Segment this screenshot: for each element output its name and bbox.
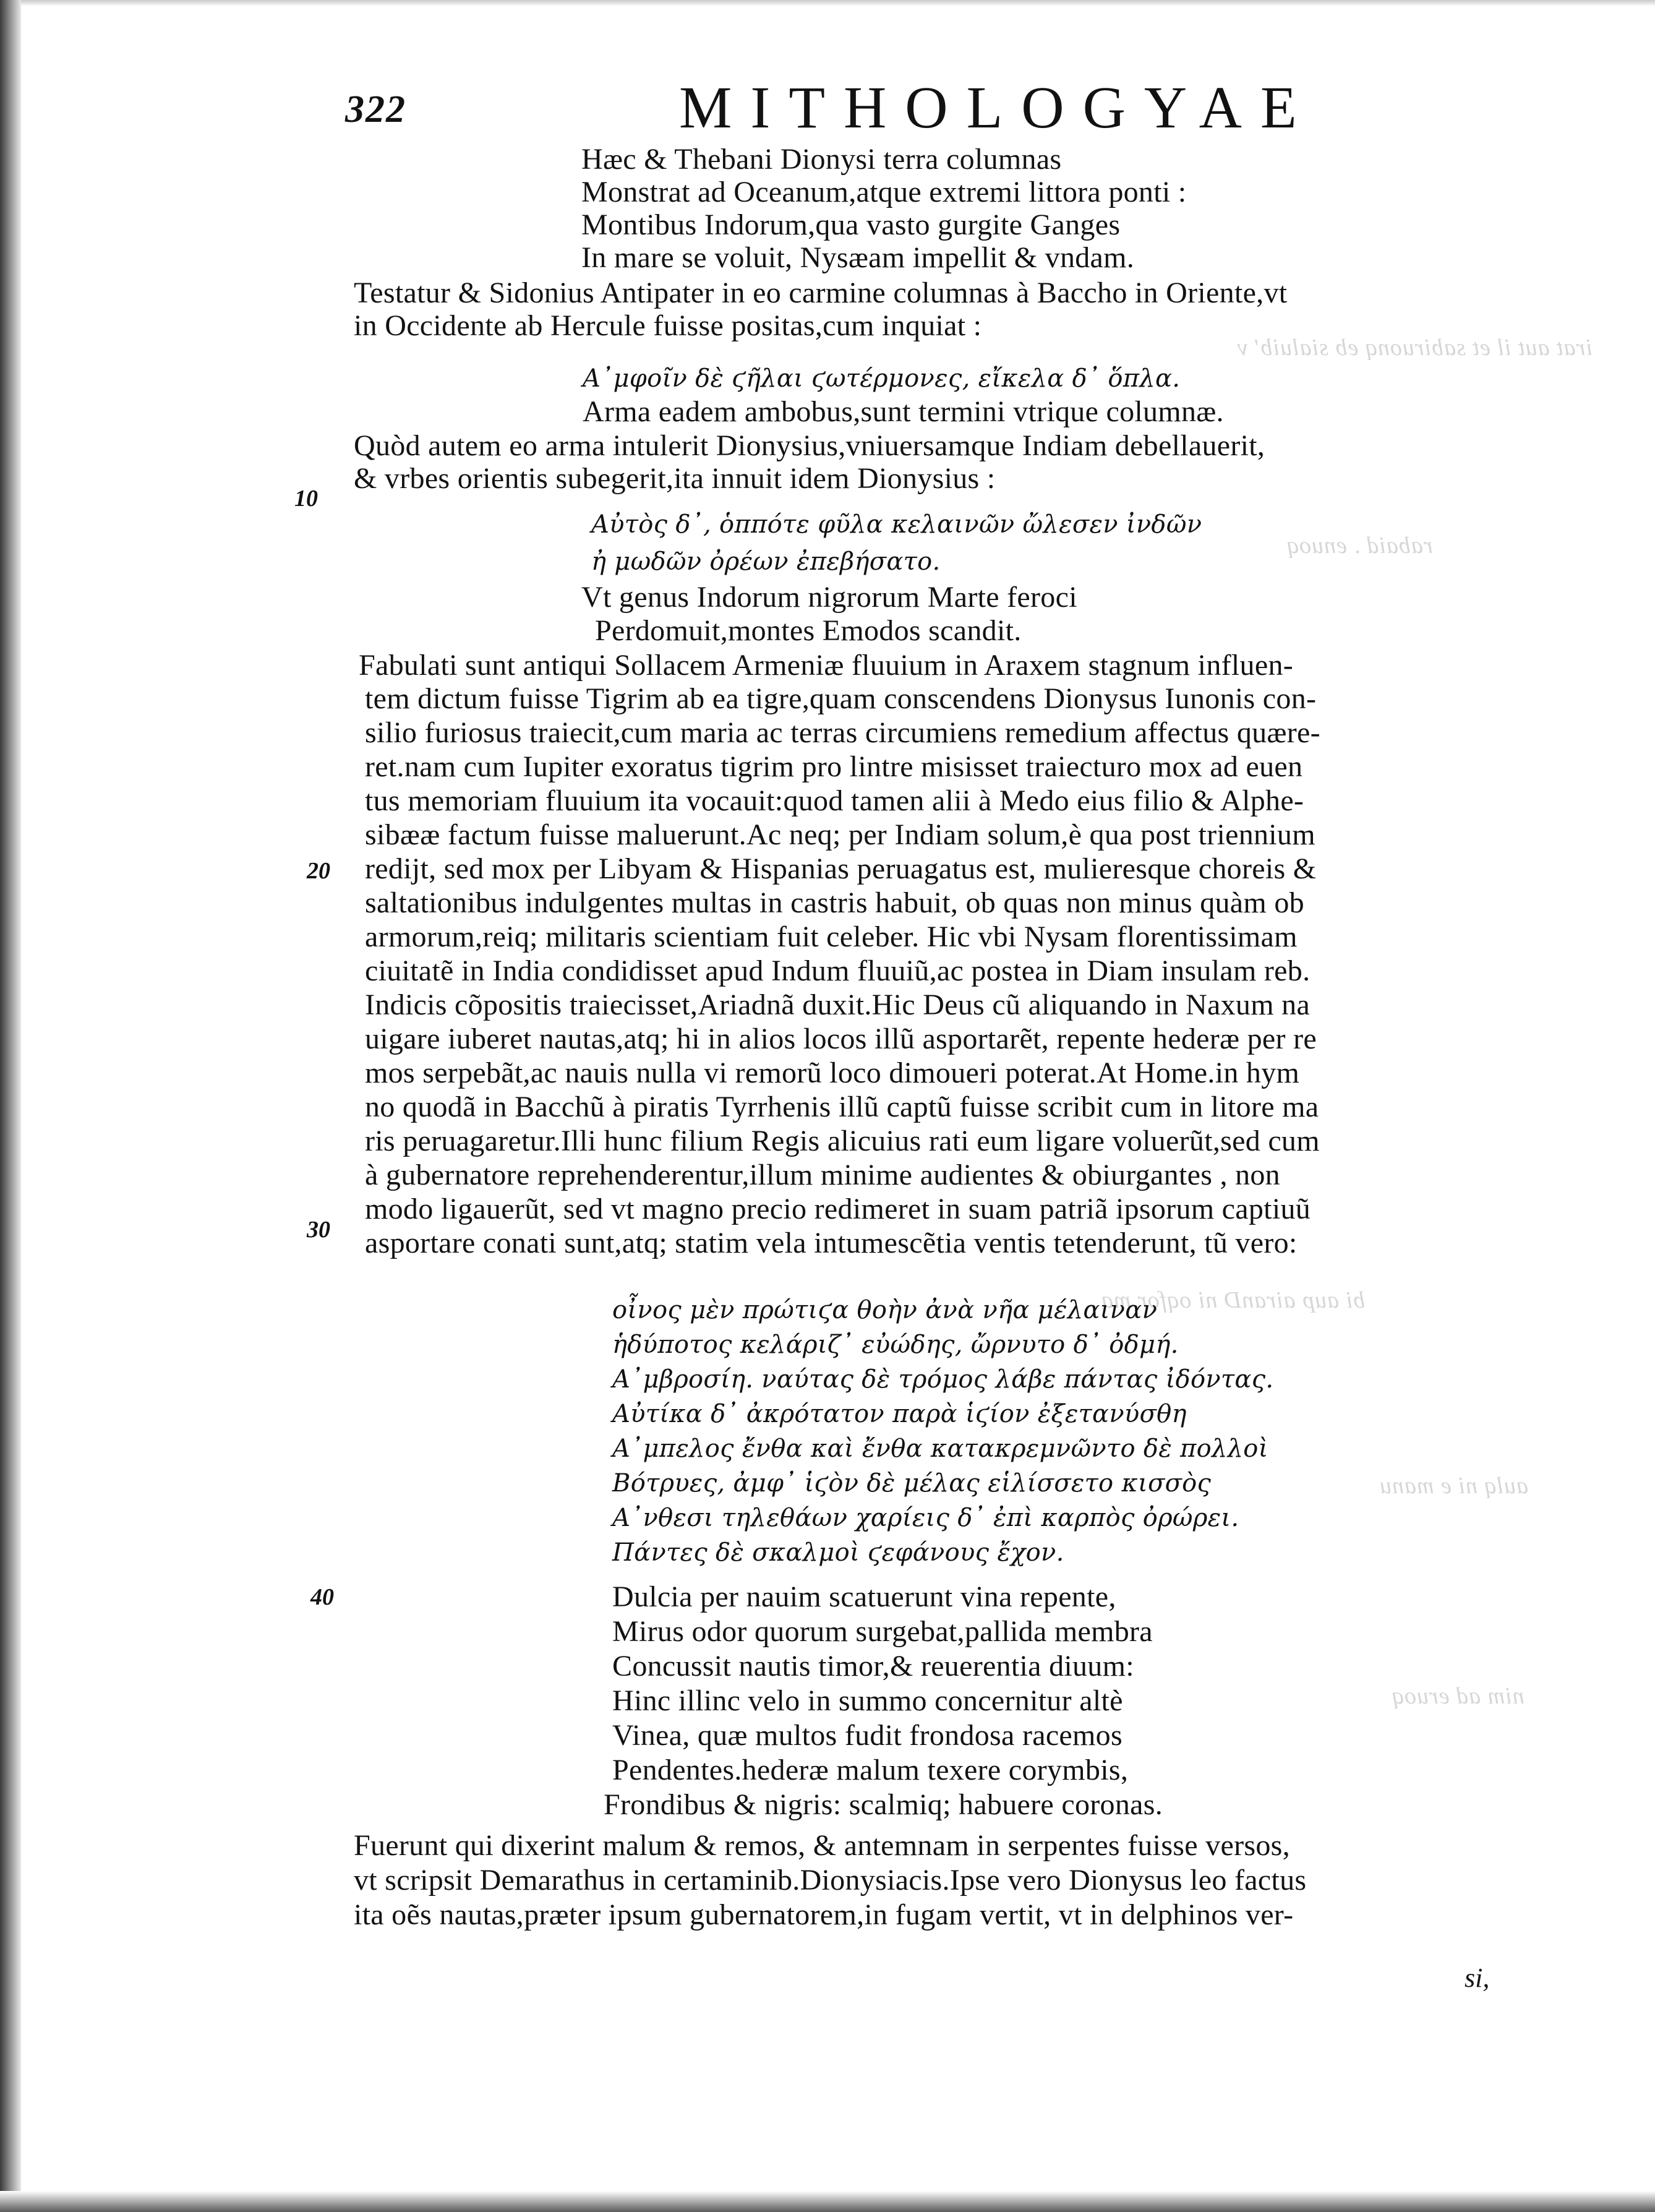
verse-line: Vinea, quæ multos fudit frondosa racemos — [612, 1719, 1123, 1752]
show-through-text: aulq ni e manu — [1379, 1473, 1528, 1499]
verse-line: Frondibus & nigris: scalmiq; habuere coronas. — [604, 1788, 1163, 1821]
prose-line: uigare iuberet nautas,atq; hi in alios locos illũ asportarẽt, repente hederæ per re — [365, 1022, 1317, 1055]
prose-line: asportare conati sunt,atq; statim vela intumescẽtia ventis tetenderunt, tũ vero: — [365, 1227, 1298, 1259]
prose-line: no quodã in Bacchũ à piratis Tyrrhenis illũ captũ fuisse scribit cum in litore ma — [365, 1091, 1319, 1123]
greek-quotation-line: Α᾿μπελος ἔνθα καὶ ἔνθα κατακρεμνῶντο δὲ πολλοὶ — [612, 1434, 1268, 1463]
greek-quotation-line: Α᾿νθεσι τηλεθάων χαρίεις δ᾿ ἐπὶ καρπὸς ὀρώρει. — [612, 1504, 1239, 1532]
prose-line: ciuitatẽ in India condidisset apud Indum fluuiũ,ac postea in Diam insulam reb. — [365, 954, 1311, 987]
prose-line: ita oẽs nautas,præter ipsum gubernatorem,in fugam vertit, vt in delphinos ver- — [354, 1898, 1294, 1931]
margin-line-number: 30 — [307, 1217, 330, 1243]
prose-line: Fuerunt qui dixerint malum & remos, & antemnam in serpentes fuisse versos, — [354, 1829, 1290, 1862]
page-bottom-shadow — [0, 2191, 1655, 2212]
show-through-text: irat aut il et sabiruonq eb sialuib' ν — [1237, 335, 1593, 361]
verse-line: Pendentes.hederæ malum texere corymbis, — [612, 1754, 1129, 1786]
verse-line: Montibus Indorum,qua vasto gurgite Ganges — [581, 208, 1121, 241]
page-number: 322 — [345, 88, 406, 131]
greek-quotation-line: Α᾿μφοῖν δὲ ϛῆλαι ϛωτέρμονες, εἴκελα δ᾿ ὅπλα. — [583, 364, 1181, 393]
prose-line: saltationibus indulgentes multas in castris habuit, ob quas non minus quàm ob — [365, 886, 1304, 919]
catchword: si, — [1465, 1963, 1490, 1993]
verse-line: Hinc illinc velo in summo concernitur altè — [612, 1684, 1123, 1717]
greek-quotation-line: Αὐτίκα δ᾿ ἀκρότατον παρὰ ἱϛίον ἐξετανύσθη — [612, 1400, 1187, 1428]
page-gutter-shadow — [0, 0, 21, 2212]
prose-line: tem dictum fuisse Tigrim ab ea tigre,quam conscendens Dionysus Iunonis con- — [365, 682, 1317, 715]
verse-line: Perdomuit,montes Emodos scandit. — [595, 614, 1022, 647]
margin-line-number: 20 — [307, 858, 330, 884]
prose-line: à gubernatore reprehenderentur,illum minime audientes & obiurgantes , non — [365, 1159, 1280, 1191]
page-top-shadow — [0, 0, 1655, 6]
verse-line: Monstrat ad Oceanum,atque extremi littora ponti : — [581, 176, 1187, 208]
greek-quotation-line: ἡδύποτος κελάριζ᾿ εὐώδης, ὤρνυτο δ᾿ ὀδμή. — [612, 1331, 1179, 1359]
prose-line: & vrbes orientis subegerit,ita innuit idem Dionysius : — [354, 462, 996, 495]
greek-quotation-line: Πάντες δὲ σκαλμοὶ ϛεφάνους ἔχον. — [612, 1538, 1064, 1567]
prose-line: vt scripsit Demarathus in certaminib.Dionysiacis.Ipse vero Dionysus leo factus — [354, 1864, 1307, 1897]
verse-line: Dulcia per nauim scatuerunt vina repente, — [612, 1580, 1116, 1613]
margin-line-number: 10 — [294, 486, 318, 512]
show-through-text: rabaid . enuoq — [1286, 533, 1433, 559]
show-through-text: bi aup airanD ni oqfor ma — [1101, 1287, 1366, 1313]
prose-line: armorum,reiq; militaris scientiam fuit celeber. Hic vbi Nysam florentissimam — [365, 920, 1298, 953]
margin-line-number: 40 — [310, 1584, 334, 1610]
prose-line: Indicis cõpositis traiecisset,Ariadnã duxit.Hic Deus cũ aliquando in Naxum na — [365, 988, 1311, 1021]
prose-line: sibææ factum fuisse maluerunt.Ac neq; per Indiam solum,è qua post triennium — [365, 818, 1315, 851]
greek-quotation-line: Βότρυες, ἀμφ᾿ ἱϛὸν δὲ μέλας εἱλίσσετο κισσὸς — [612, 1469, 1212, 1498]
prose-line: redijt, sed mox per Libyam & Hispanias peruagatus est, mulieresque choreis & — [365, 852, 1317, 885]
prose-line: in Occidente ab Hercule fuisse positas,cum inquiat : — [354, 309, 982, 342]
prose-line: Testatur & Sidonius Antipater in eo carmine columnas à Baccho in Oriente,vt — [354, 276, 1288, 309]
running-head: MITHOLOGYAE — [679, 74, 1315, 140]
verse-line: Mirus odor quorum surgebat,pallida membra — [612, 1615, 1153, 1648]
verse-line: Arma eadem ambobus,sunt termini vtrique columnæ. — [583, 395, 1224, 428]
verse-line: Concussit nautis timor,& reuerentia diuum: — [612, 1650, 1134, 1683]
verse-line: Vt genus Indorum nigrorum Marte feroci — [581, 581, 1077, 614]
greek-quotation-line: Αὐτὸς δ᾿, ὁππότε φῦλα κελαινῶν ὤλεσεν ἰνδῶν — [591, 510, 1202, 539]
prose-line: Fabulati sunt antiqui Sollacem Armeniæ fluuium in Araxem stagnum influen- — [359, 649, 1294, 682]
prose-line: modo ligauerũt, sed vt magno precio redimeret in suam patriã ipsorum captiuũ — [365, 1193, 1311, 1225]
prose-line: tus memoriam fluuium ita vocauit:quod tamen alii à Medo eius filio & Alphe- — [365, 784, 1304, 817]
greek-quotation-line: οἶνος μὲν πρώτιϛα θοὴν ἀνὰ νῆα μέλαιναν — [612, 1296, 1158, 1324]
verse-line: Hæc & Thebani Dionysi terra columnas — [581, 143, 1062, 176]
verse-line: In mare se voluit, Nysæam impellit & vndam. — [581, 241, 1135, 274]
greek-quotation-line: ἠ μωδῶν ὀρέων ἐπεβήσατο. — [591, 547, 941, 576]
prose-line: Quòd autem eo arma intulerit Dionysius,vniuersamque Indiam debellauerit, — [354, 429, 1265, 462]
greek-quotation-line: Α᾿μβροσίη. ναύτας δὲ τρόμος λάβε πάντας ἰδόντας. — [612, 1365, 1274, 1394]
prose-line: mos serpebãt,ac nauis nulla vi remorũ loco dimoueri poterat.At Home.in hym — [365, 1057, 1300, 1089]
prose-line: ris peruagaretur.Illi hunc filium Regis alicuius rati eum ligare voluerũt,sed cum — [365, 1125, 1320, 1157]
show-through-text: nim ad eruoq — [1392, 1683, 1525, 1709]
prose-line: ret.nam cum Iupiter exoratus tigrim pro lintre misisset traiecturo mox ad euen — [365, 750, 1303, 783]
prose-line: silio furiosus traiecit,cum maria ac terras circumiens remedium affectus quære- — [365, 716, 1320, 749]
